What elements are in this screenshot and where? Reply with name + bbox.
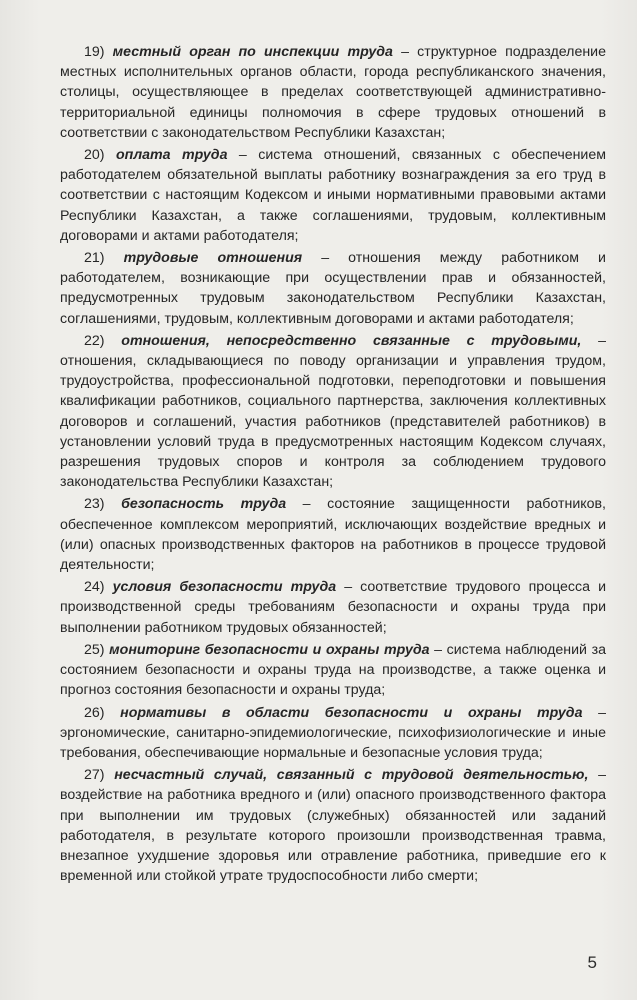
- entry-definition: – структурное подразделение местных исполнительных органов области, города республиканского значения, столицы, осуществляющее в пределах соответствующей административно-территориальной единицы полномочия в сфере трудовых отношений в соответствии с законодательством Республики Казахстан;: [60, 44, 606, 141]
- entry-term: отношения, непосредственно связанные с трудовыми,: [121, 332, 582, 349]
- entry-definition: – система наблюдений за состоянием безопасности и охраны труда на производстве, а также оценка и прогноз состояния безопасности и охраны труда;: [60, 641, 606, 699]
- definition-entry-22: [60, 331, 606, 493]
- entry-definition: – состояние защищенности работников, обеспеченное комплексом мероприятий, исключающих воздействие вредных и (или) опасных производственных факторов на работников в процессе трудовой деятельности;: [60, 496, 606, 574]
- entry-number: 24): [84, 579, 105, 596]
- entry-definition: – воздействие на работника вредного и (или) опасного производственного фактора при выполнении им трудовых (служебных) обязанностей или заданий работодателя, в результате которого произошли производственная травма, внезапное ухудшение здоровья или отравление работника, приведшие его к временной или стойкой утрате трудоспособности либо смерти;: [60, 767, 606, 885]
- entry-number: 20): [84, 147, 105, 164]
- entry-term: нормативы в области безопасности и охраны труда: [120, 704, 583, 721]
- entry-number: 26): [84, 704, 105, 721]
- definitions-list: [60, 42, 606, 888]
- entry-number: 23): [84, 496, 105, 513]
- entry-definition: – отношения, складывающиеся по поводу организации и управления трудом, трудоустройства, профессиональной подготовки, переподготовки и повышения квалификации работников, социального партнерства, заключения коллективных договоров и соглашений, участия работников (представителей работников) в установлении условий труда в предусмотренных настоящим Кодексом случаях, разрешения трудовых споров и контроля за соблюдением трудового законодательства Республики Казахстан;: [60, 332, 606, 491]
- entry-definition: – эргономические, санитарно-эпидемиологические, психофизиологические и иные требования, обеспечивающие нормальные и безопасные условия труда;: [60, 704, 606, 761]
- entry-term: оплата труда: [115, 147, 228, 164]
- entry-definition: – система отношений, связанных с обеспечением работодателем обязательной выплаты работнику вознаграждения за его труд в соответствии с настоящим Кодексом и иными нормативными правовыми актами Республики Казахстан, а также соглашениями, трудовым, коллективным договорами и актами работодателя;: [60, 147, 606, 244]
- definition-entry-19: [60, 42, 606, 143]
- definition-entry-21: [60, 248, 606, 329]
- definition-entry-26: [60, 703, 606, 764]
- entry-definition: – отношения между работником и работодателем, возникающие при осуществлении прав и обязанностей, предусмотренных трудовым законодательством Республики Казахстан, соглашениями, трудовым, коллективным договорами и актами работодателя;: [60, 250, 606, 327]
- entry-term: мониторинг безопасности и охраны труда: [109, 641, 430, 658]
- entry-number: 27): [84, 767, 105, 784]
- definition-entry-25: [60, 640, 606, 701]
- definition-entry-24: [60, 577, 606, 638]
- entry-number: 21): [84, 250, 105, 267]
- entry-term: безопасность труда: [121, 496, 287, 513]
- entry-term: условия безопасности труда: [112, 579, 337, 596]
- definition-entry-23: [60, 494, 606, 575]
- definition-entry-20: [60, 145, 606, 246]
- definition-entry-27: [60, 765, 606, 886]
- entry-term: местный орган по инспекции труда: [112, 44, 393, 60]
- entry-number: 25): [84, 641, 105, 658]
- entry-term: несчастный случай, связанный с трудовой деятельностью,: [114, 767, 589, 784]
- page-number: 5: [587, 953, 597, 972]
- entry-number: 22): [84, 332, 105, 349]
- entry-number: 19): [84, 44, 105, 60]
- entry-term: трудовые отношения: [123, 250, 303, 267]
- entry-definition: – соответствие трудового процесса и производственной среды требованиям безопасности и охраны труда при выполнении работником трудовых обязанностей;: [60, 579, 607, 636]
